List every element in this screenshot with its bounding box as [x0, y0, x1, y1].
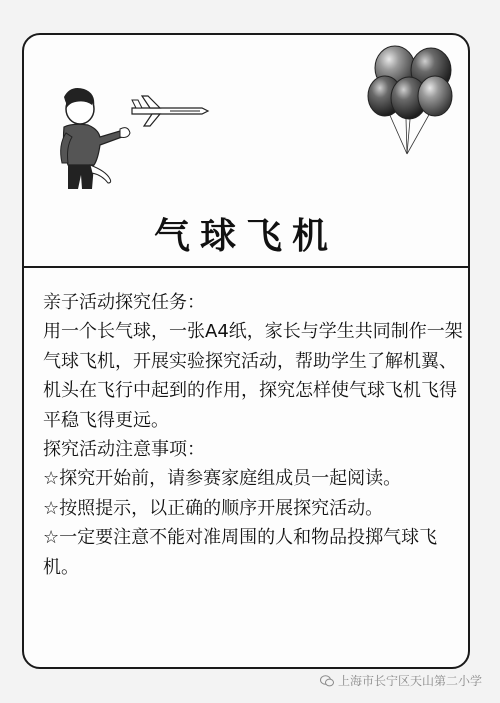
- wechat-icon: [320, 675, 334, 687]
- note-item: ☆探究开始前，请参赛家庭组成员一起阅读。: [43, 468, 402, 490]
- watermark-text: 上海市长宁区天山第二小学: [337, 674, 482, 688]
- page-title: 气球飞机: [153, 216, 338, 257]
- section-heading-task: 亲子活动探究任务：: [43, 292, 205, 313]
- section-heading-notes: 探究活动注意事项：: [43, 439, 205, 461]
- content-body: [43, 288, 463, 582]
- paper-airplane-illustration: [130, 94, 210, 128]
- task-description: 用一个长气球，一张A4纸，家长与学生共同制作一架气球飞机，开展实验探究活动，帮助学生了解机翼、机头在飞行中起到的作用，探究怎样使气球飞机飞得平稳飞得更远。: [43, 321, 463, 431]
- note-item: ☆一定要注意不能对准周围的人和物品投掷气球飞机。: [43, 527, 438, 578]
- balloons-illustration: [365, 44, 460, 159]
- boy-throwing-illustration: [50, 85, 135, 200]
- note-item: ☆按照提示，以正确的顺序开展探究活动。: [43, 497, 384, 519]
- watermark: [320, 672, 482, 689]
- divider: [22, 266, 470, 268]
